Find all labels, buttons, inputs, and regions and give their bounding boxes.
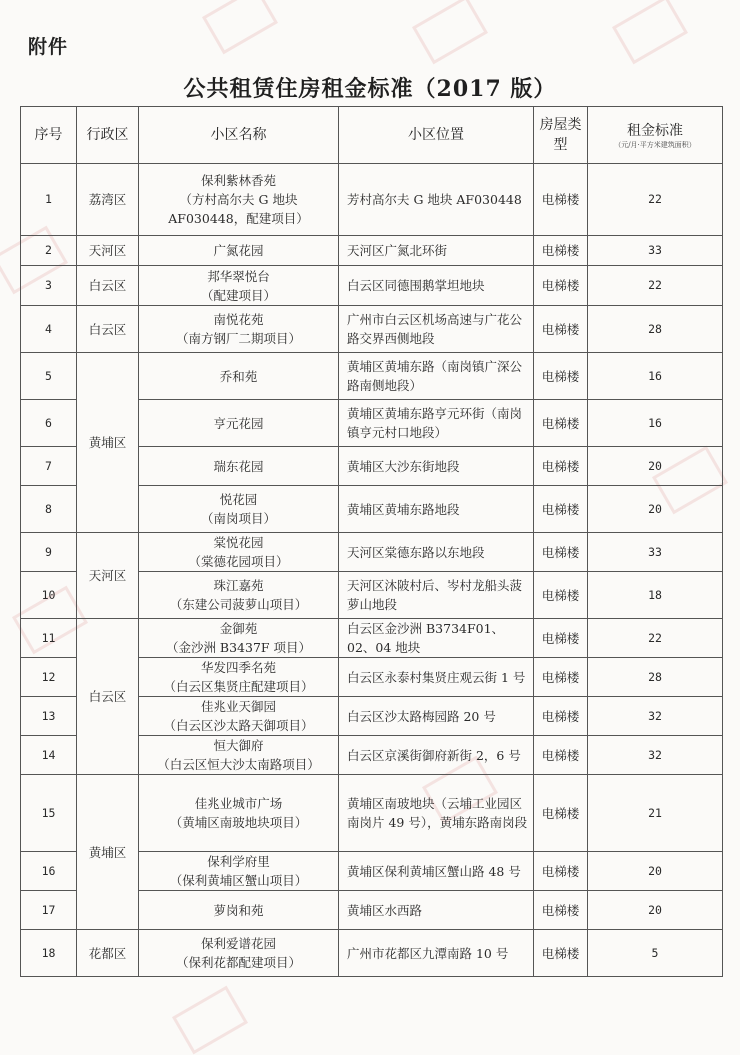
rent-value: 20 [588,447,723,486]
community-name [139,400,339,447]
community-name [139,697,339,736]
housing-type: 电梯楼 [534,697,588,736]
community-name [139,353,339,400]
community-location: 白云区金沙洲 B3734F01、02、04 地块 [339,619,534,658]
community-location: 天河区棠德东路以东地段 [339,533,534,572]
community-location: 黄埔区南玻地块（云埔工业园区南岗片 49 号），黄埔东路南岗段 [339,775,534,852]
community-title: 棠悦花园 [213,535,264,550]
district-cell: 黄埔区 [77,775,139,930]
district-cell: 白云区 [77,306,139,353]
table-row [21,619,723,658]
table-row [21,775,723,852]
community-note: （棠德花园项目） [188,554,289,569]
community-location: 白云区京溪街御府新街 2，6 号 [339,736,534,775]
community-title: 保利爱谱花园 [200,936,276,951]
housing-type: 电梯楼 [534,400,588,447]
community-note: （白云区恒大沙太南路项目） [157,757,320,772]
community-name [139,164,339,236]
rent-value: 16 [588,353,723,400]
rent-value: 33 [588,533,723,572]
community-note: （东建公司菠萝山项目） [169,597,308,612]
community-title: 佳兆业天御园 [200,699,276,714]
header-index: 序号 [21,107,77,164]
community-title: 珠江嘉苑 [213,578,264,593]
rent-value: 32 [588,697,723,736]
rent-value: 33 [588,236,723,266]
rent-value: 5 [588,930,723,977]
community-name [139,852,339,891]
community-title: 金御苑 [219,621,258,636]
header-type: 房屋类型 [534,107,588,164]
row-index: 5 [21,353,77,400]
table-row [21,353,723,400]
rent-value: 28 [588,306,723,353]
row-index: 11 [21,619,77,658]
community-name [139,236,339,266]
rent-value: 22 [588,619,723,658]
community-location: 白云区同德围鹅掌坦地块 [339,266,534,306]
row-index: 3 [21,266,77,306]
community-note: （方村高尔夫 G 地块 [179,192,298,207]
community-note: AF030448，配建项目） [168,211,309,226]
district-cell: 白云区 [77,619,139,775]
row-index: 4 [21,306,77,353]
rent-value: 22 [588,266,723,306]
table-row [21,266,723,306]
table-body [21,164,723,977]
table-row [21,164,723,236]
community-location: 天河区广氮北环街 [339,236,534,266]
community-name [139,658,339,697]
rent-value: 28 [588,658,723,697]
community-note: （保利花都配建项目） [175,955,301,970]
community-note: （南岗项目） [200,511,276,526]
row-index: 7 [21,447,77,486]
header-community: 小区名称 [139,107,339,164]
community-name [139,266,339,306]
community-name [139,533,339,572]
community-name [139,572,339,619]
community-location: 广州市白云区机场高速与广花公路交界西侧地段 [339,306,534,353]
header-location: 小区位置 [339,107,534,164]
community-title: 萝岗和苑 [213,902,264,918]
housing-type: 电梯楼 [534,164,588,236]
rent-value: 16 [588,400,723,447]
row-index: 1 [21,164,77,236]
community-title: 华发四季名苑 [200,660,276,675]
housing-type: 电梯楼 [534,486,588,533]
community-title: 亨元花园 [213,415,264,431]
header-district: 行政区 [77,107,139,164]
district-cell: 花都区 [77,930,139,977]
rent-value: 18 [588,572,723,619]
rent-value: 20 [588,486,723,533]
community-note: （白云区集贤庄配建项目） [163,679,314,694]
header-rent-label: 租金标准 [627,122,683,139]
community-name [139,306,339,353]
community-title: 保利学府里 [207,854,270,869]
row-index: 6 [21,400,77,447]
community-note: （黄埔区南玻地块项目） [169,815,308,830]
community-name [139,619,339,658]
page-title: 公共租赁住房租金标准（2017 版） [183,76,557,102]
header-rent-unit: （元/月·平方米建筑面积） [614,140,696,149]
community-location: 白云区沙太路梅园路 20 号 [339,697,534,736]
district-cell: 白云区 [77,266,139,306]
rent-value: 20 [588,891,723,930]
housing-type: 电梯楼 [534,852,588,891]
housing-type: 电梯楼 [534,619,588,658]
row-index: 16 [21,852,77,891]
row-index: 18 [21,930,77,977]
community-title: 广氮花园 [213,243,264,258]
district-cell: 荔湾区 [77,164,139,236]
community-name [139,486,339,533]
housing-type: 电梯楼 [534,736,588,775]
community-name [139,775,339,852]
housing-type: 电梯楼 [534,658,588,697]
housing-type: 电梯楼 [534,891,588,930]
community-title: 佳兆业城市广场 [194,796,283,811]
community-location: 广州市花都区九潭南路 10 号 [339,930,534,977]
rent-value: 21 [588,775,723,852]
rent-value: 32 [588,736,723,775]
rent-value: 22 [588,164,723,236]
community-title: 悦花园 [219,492,258,507]
housing-type: 电梯楼 [534,353,588,400]
district-cell: 天河区 [77,533,139,619]
row-index: 10 [21,572,77,619]
housing-type: 电梯楼 [534,930,588,977]
community-location: 芳村高尔夫 G 地块 AF030448 [339,164,534,236]
community-title: 瑞东花园 [213,458,264,474]
community-note: （配建项目） [200,287,276,303]
community-location: 黄埔区保利黄埔区蟹山路 48 号 [339,852,534,891]
row-index: 14 [21,736,77,775]
header-rent [588,107,723,164]
community-note: （保利黄埔区蟹山项目） [169,873,308,888]
community-note: （白云区沙太路天御项目） [163,718,314,733]
community-location: 黄埔区大沙东街地段 [339,447,534,486]
row-index: 8 [21,486,77,533]
row-index: 13 [21,697,77,736]
rent-value: 20 [588,852,723,891]
community-location: 黄埔区黄埔东路亨元环街（南岗镇亨元村口地段） [339,400,534,447]
community-title: 邦华翠悦台 [207,268,270,284]
housing-type: 电梯楼 [534,447,588,486]
row-index: 17 [21,891,77,930]
row-index: 2 [21,236,77,266]
community-location: 黄埔区黄埔东路地段 [339,486,534,533]
community-title: 恒大御府 [213,738,264,753]
community-name [139,447,339,486]
housing-type: 电梯楼 [534,775,588,852]
community-title: 乔和苑 [219,368,258,384]
housing-type: 电梯楼 [534,266,588,306]
rent-standard-table [20,106,723,977]
row-index: 15 [21,775,77,852]
community-location: 黄埔区黄埔东路（南岗镇广深公路南侧地段） [339,353,534,400]
district-cell: 天河区 [77,236,139,266]
community-location: 天河区沐陂村后、岑村龙船头菠萝山地段 [339,572,534,619]
table-row [21,533,723,572]
community-title: 南悦花苑 [213,312,264,327]
table-row [21,306,723,353]
community-title: 保利紫林香苑 [200,173,276,188]
housing-type: 电梯楼 [534,572,588,619]
community-note: （南方钢厂二期项目） [175,331,301,346]
community-note: （金沙洲 B3437F 项目） [165,640,312,655]
housing-type: 电梯楼 [534,306,588,353]
row-index: 9 [21,533,77,572]
housing-type: 电梯楼 [534,236,588,266]
table-row [21,930,723,977]
district-cell: 黄埔区 [77,353,139,533]
housing-type: 电梯楼 [534,533,588,572]
community-location: 白云区永泰村集贤庄观云街 1 号 [339,658,534,697]
attachment-label: 附件 [28,36,69,58]
community-location: 黄埔区水西路 [339,891,534,930]
community-name [139,736,339,775]
table-row [21,236,723,266]
community-name [139,930,339,977]
row-index: 12 [21,658,77,697]
community-name [139,891,339,930]
